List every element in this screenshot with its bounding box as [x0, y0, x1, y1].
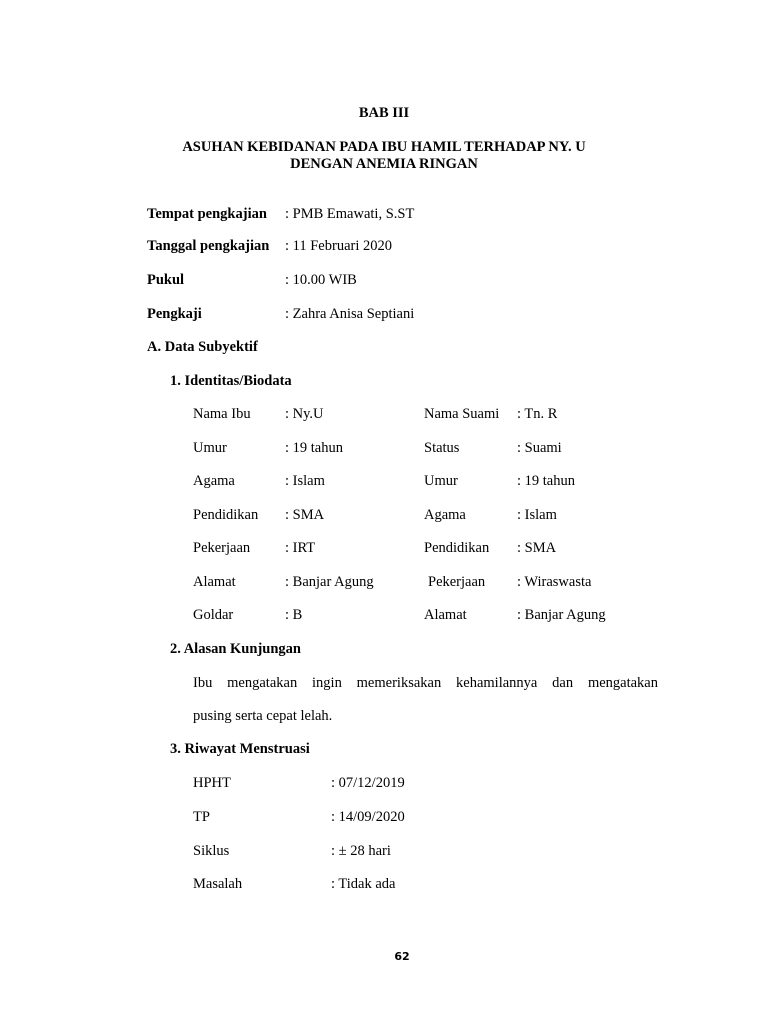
subsection-2-heading: 2. Alasan Kunjungan — [170, 641, 301, 657]
title-line-1: ASUHAN KEBIDANAN PADA IBU HAMIL TERHADAP NY. U — [182, 139, 586, 155]
identity-right-value: : 19 tahun — [517, 473, 575, 489]
meta-label: Tempat pengkajian — [147, 206, 267, 222]
mens-label: TP — [193, 809, 210, 825]
identity-left-label: Nama Ibu — [193, 406, 251, 422]
alasan-line-1: Ibu mengatakan ingin memeriksakan kehamilannya dan mengatakan — [193, 675, 658, 691]
identity-left-label: Pendidikan — [193, 507, 259, 523]
identity-right-label: Umur — [424, 473, 458, 489]
identity-left-value: : 19 tahun — [285, 440, 343, 456]
meta-value: : Zahra Anisa Septiani — [285, 306, 415, 322]
mens-value: : 07/12/2019 — [331, 775, 405, 791]
identity-right-value: : Wiraswasta — [517, 574, 592, 590]
identity-left-label: Goldar — [193, 607, 234, 623]
alasan-line-2: pusing serta cepat lelah. — [193, 708, 333, 724]
mens-label: Masalah — [193, 876, 243, 892]
identity-right-label: Status — [424, 440, 460, 456]
chapter-heading: BAB III — [358, 105, 410, 121]
meta-value: : PMB Emawati, S.ST — [285, 206, 415, 222]
identity-right-label: Agama — [424, 507, 466, 523]
identity-left-label: Pekerjaan — [193, 540, 251, 556]
mens-value: : ± 28 hari — [331, 843, 391, 859]
meta-value: : 10.00 WIB — [285, 272, 357, 288]
identity-left-label: Agama — [193, 473, 235, 489]
identity-right-value: : SMA — [517, 540, 557, 556]
identity-left-value: : Banjar Agung — [285, 574, 374, 590]
identity-right-value: : Suami — [517, 440, 562, 456]
mens-value: : 14/09/2020 — [331, 809, 405, 825]
mens-label: Siklus — [193, 843, 230, 859]
subsection-1-heading: 1. Identitas/Biodata — [170, 373, 292, 389]
identity-right-label: Nama Suami — [424, 406, 500, 422]
identity-left-value: : B — [285, 607, 303, 623]
identity-right-label: Alamat — [424, 607, 467, 623]
section-a-heading: A. Data Subyektif — [147, 339, 258, 355]
identity-right-value: : Tn. R — [517, 406, 558, 422]
meta-label: Pukul — [147, 272, 185, 288]
meta-value: : 11 Februari 2020 — [285, 238, 392, 254]
subsection-3-heading: 3. Riwayat Menstruasi — [170, 741, 310, 757]
identity-left-value: : SMA — [285, 507, 325, 523]
identity-right-value: : Banjar Agung — [517, 607, 606, 623]
mens-value: : Tidak ada — [331, 876, 396, 892]
identity-left-label: Umur — [193, 440, 227, 456]
identity-left-value: : Ny.U — [285, 406, 324, 422]
identity-right-label: Pekerjaan — [428, 574, 486, 590]
meta-label: Pengkaji — [147, 306, 202, 322]
identity-right-label: Pendidikan — [424, 540, 490, 556]
identity-left-label: Alamat — [193, 574, 236, 590]
identity-left-value: : Islam — [285, 473, 325, 489]
title-line-2: DENGAN ANEMIA RINGAN — [290, 156, 478, 172]
mens-label: HPHT — [193, 775, 231, 791]
identity-right-value: : Islam — [517, 507, 557, 523]
identity-left-value: : IRT — [285, 540, 316, 556]
meta-label: Tanggal pengkajian — [147, 238, 270, 254]
page-number: 62 — [394, 950, 410, 963]
